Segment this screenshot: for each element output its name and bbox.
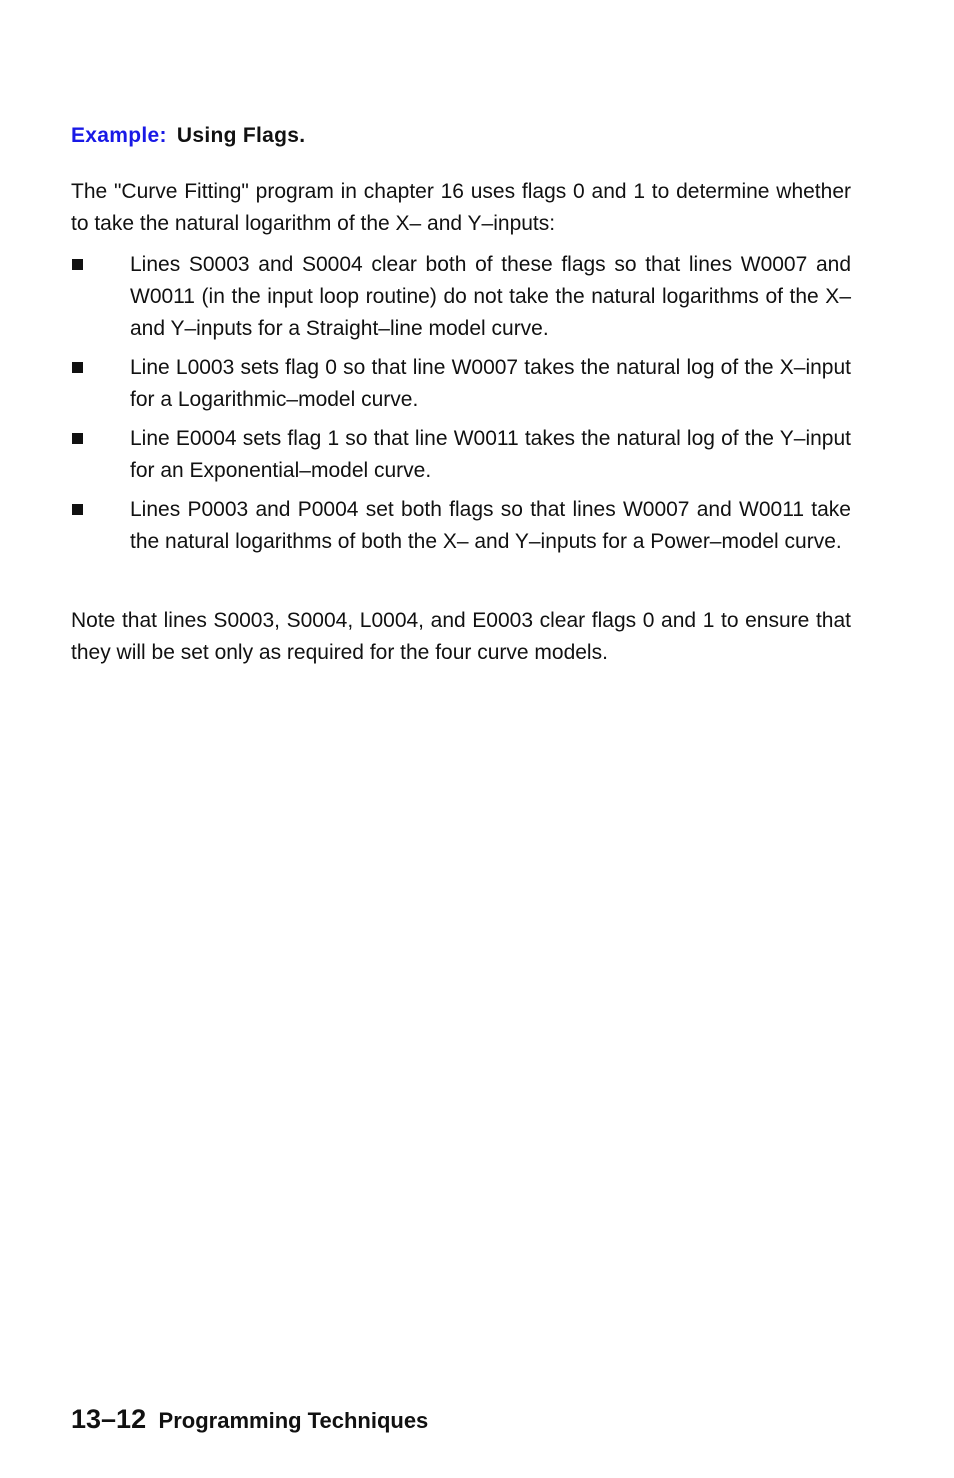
bullet-list xyxy=(71,249,851,565)
page-footer xyxy=(71,1404,428,1435)
intro-paragraph: The "Curve Fitting" program in chapter 16 uses flags 0 and 1 to determine whether to take the natural logarithm of the X– and Y–inputs: xyxy=(71,180,851,235)
square-bullet-icon xyxy=(72,504,83,515)
example-heading xyxy=(71,124,305,148)
list-item xyxy=(71,249,851,345)
note-paragraph: Note that lines S0003, S0004, L0004, and E0003 clear flags 0 and 1 to ensure that they will be set only as required for the four curve models. xyxy=(71,609,851,664)
list-item-text: Line L0003 sets flag 0 so that line W0007 takes the natural log of the X–input for a Logarithmic–model curve. xyxy=(130,356,851,411)
list-item-text: Line E0004 sets flag 1 so that line W0011 takes the natural log of the Y–input for an Exponential–model curve. xyxy=(130,427,851,482)
square-bullet-icon xyxy=(72,433,83,444)
chapter-title: Programming Techniques xyxy=(158,1408,429,1433)
example-label: Example: xyxy=(71,124,167,147)
list-item-text: Lines S0003 and S0004 clear both of these flags so that lines W0007 and W0011 (in the input loop routine) do not take the natural logarithms of the X– and Y–inputs for a Straight–line model curve. xyxy=(130,253,851,340)
list-item xyxy=(71,494,851,558)
example-title: Using Flags. xyxy=(176,124,306,147)
list-item-text: Lines P0003 and P0004 set both flags so that lines W0007 and W0011 take the natural logarithms of both the X– and Y–inputs for a Power–model curve. xyxy=(130,498,851,553)
square-bullet-icon xyxy=(72,362,83,373)
list-item xyxy=(71,423,851,487)
square-bullet-icon xyxy=(72,259,83,270)
page-number: 13–12 xyxy=(71,1404,147,1434)
list-item xyxy=(71,352,851,416)
